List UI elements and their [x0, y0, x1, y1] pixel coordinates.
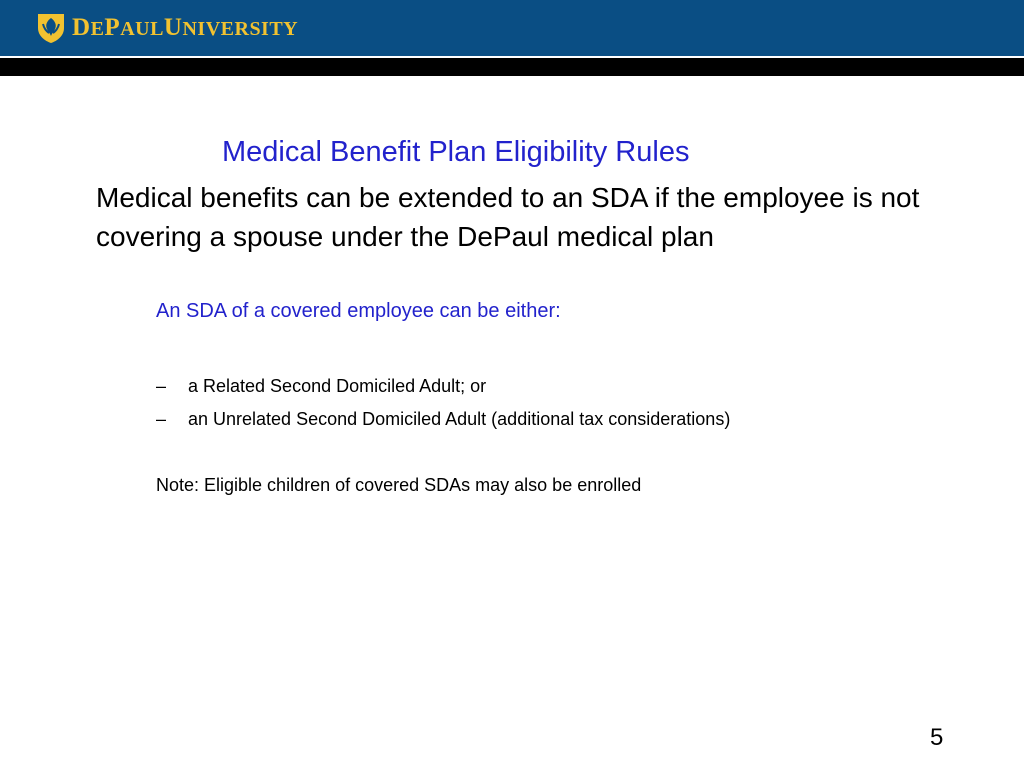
- note-text: Note: Eligible children of covered SDAs may also be enrolled: [156, 475, 642, 495]
- header-rule: [0, 58, 1024, 76]
- list-item: [156, 370, 730, 403]
- list-item-text: an Unrelated Second Domiciled Adult (additional tax considerations): [188, 409, 731, 429]
- dash-marker: –: [156, 376, 167, 396]
- intro-text: Medical benefits can be extended to an SDA if the employee is not covering a spouse under the DePaul medical plan: [96, 182, 920, 252]
- list-item-text: a Related Second Domiciled Adult; or: [188, 376, 487, 396]
- slide-title: Medical Benefit Plan Eligibility Rules: [222, 136, 690, 168]
- header-bar: [0, 0, 1024, 56]
- page-number: 5: [930, 724, 944, 751]
- logo-wordmark: DEPAULUNIVERSITY: [72, 14, 299, 41]
- depaul-logo: [36, 12, 298, 44]
- depaul-shield-icon: [36, 12, 66, 44]
- sda-type-list: [156, 370, 730, 436]
- list-item: [156, 403, 730, 436]
- dash-marker: –: [156, 409, 167, 429]
- lead-text: An SDA of a covered employee can be either:: [156, 300, 561, 322]
